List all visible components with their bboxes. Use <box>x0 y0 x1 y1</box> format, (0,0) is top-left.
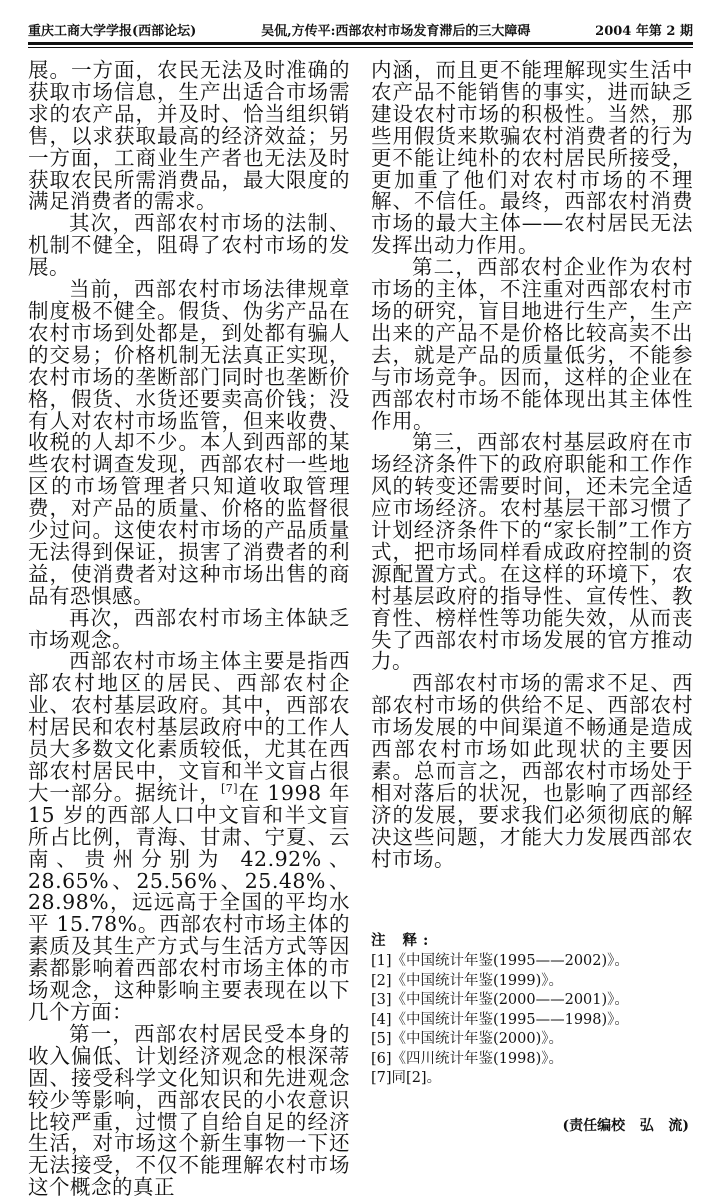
citation-ref: [7] <box>220 782 239 796</box>
issue-number: 2004 年第 2 期 <box>595 24 693 39</box>
paragraph: 西部农村市场的需求不足、西部农村市场的供给不足、西部农村市场发展的中间渠道不畅通是造成西部农村市场如此现状的主要因素。总而言之，西部农村市场处于相对落后的状况，也影响了西部经济的发展，要求我们必须彻底的解决这些问题，才能大力发展西部农村市场。 <box>371 671 693 871</box>
paragraph-text: 西部农村市场主体主要是指西部农村地区的居民、西部农村企业、农村基层政府。其中，西部农村居民和农村基层政府中的工作人员大多数文化素质较低，尤其在西部农村居民中，文盲和半文盲占很大一部分。据统计， <box>28 649 350 805</box>
paragraph: 当前，西部农村市场法律规章制度极不健全。假货、伪劣产品在农村市场到处都是，到处都有骗人的交易；价格机制无法真正实现，农村市场的垄断部门同时也垄断价格，假货、水货还要卖高价钱；没有人对农村市场监管，但来收费、收税的人却不少。本人到西部的某些农村调查发现，西部农村一些地区的市场管理者只知道收取管理费，对产品的质量、价格的监督很少过问。这使农村市场的产品质量无法得到保证，损害了消费者的利益，使消费者对这种市场出售的商品有恐惧感。 <box>28 277 350 608</box>
note-item: [6]《四川统计年鉴(1998)》。 <box>371 1050 564 1067</box>
note-item: [4]《中国统计年鉴(1995——1998)》。 <box>371 1011 629 1028</box>
body-columns <box>28 60 693 1199</box>
note-item: [5]《中国统计年鉴(2000)》。 <box>371 1031 564 1048</box>
journal-name: 重庆工商大学学报(西部论坛) <box>28 24 197 39</box>
paragraph: 第三，西部农村基层政府在市场经济条件下的政府职能和工作作风的转变还需要时间，还未完全适应市场经济。农村基层干部习惯了计划经济条件下的“家长制”工作方式，把市场同样看成政府控制的资源配置方式。在这样的环境下，农村基层政府的指导性、宣传性、教育性、榜样性等功能失效，从而丧失了西部农村市场发展的官方推动力。 <box>371 430 693 674</box>
left-column <box>28 60 350 1199</box>
article-running-title: 吴侃,方传平:西部农村市场发育滞后的三大障碍 <box>261 24 531 39</box>
paragraph: 再次，西部农村市场主体缺乏市场观念。 <box>28 605 350 652</box>
paragraph: 其次，西部农村市场的法制、机制不健全，阻碍了农村市场的发展。 <box>28 211 350 280</box>
paragraph <box>28 651 350 1023</box>
paragraph-text: 在 1998 年 15 岁的西部人口中文盲和半文盲所占比例，青海、甘肃、宁夏、云南、贵州分别为 42.92%、28.65%、25.56%、25.48%、28.98%，远远高于全国的平均水平 15.78%。西部农村市场主体的素质及其生产方式与生活方式等因素都影响着西部农村市场主体的市场观念，这种影响主要表现在以下几个方面： <box>28 780 350 1024</box>
paragraph: 展。一方面，农民无法及时准确的获取市场信息，生产出适合市场需求的农产品，并及时、恰当组织销售，以求获取最高的经济效益；另一方面，工商业生产者也无法及时获取农民所需消费品，最大限度的满足消费者的需求。 <box>28 58 350 214</box>
paragraph: 内涵，而且更不能理解现实生活中农产品不能销售的事实，进而缺乏建设农村市场的积极性。当然，那些用假货来欺骗农村消费者的行为更不能让纯朴的农村居民所接受，更加重了他们对农村市场的不理解、不信任。最终，西部农村消费市场的最大主体——农村居民无法发挥出动力作用。 <box>371 58 693 258</box>
running-header <box>28 24 693 40</box>
right-column <box>371 60 693 1135</box>
notes-section <box>371 931 693 1089</box>
paragraph: 第一，西部农村居民受本身的收入偏低、计划经济观念的根深蒂固、接受科学文化知识和先进观念较少等影响，西部农民的小农意识比较严重，过惯了自给自足的经济生活，对市场这个新生事物一下还无法接受，不仅不能理解农村市场这个概念的真正 <box>28 1021 350 1199</box>
header-rule-thin <box>28 47 693 48</box>
editor-credit: (责任编校 弘 流) <box>562 1117 689 1134</box>
note-item: [2]《中国统计年鉴(1999)》。 <box>371 972 564 989</box>
note-item: [7]同[2]。 <box>371 1070 442 1087</box>
header-rule-thick <box>28 42 693 45</box>
notes-heading: 注 释: <box>371 931 435 949</box>
paragraph: 第二，西部农村企业作为农村市场的主体，不注重对西部农村市场的研究，盲目地进行生产，生产出来的产品不是价格比较高卖不出去，就是产品的质量低劣，不能参与市场竞争。因而，这样的企业在西部农村市场不能体现出其主体性作用。 <box>371 255 693 433</box>
note-item: [3]《中国统计年鉴(2000——2001)》。 <box>371 992 629 1009</box>
note-item: [1]《中国统计年鉴(1995——2002)》。 <box>371 953 629 970</box>
